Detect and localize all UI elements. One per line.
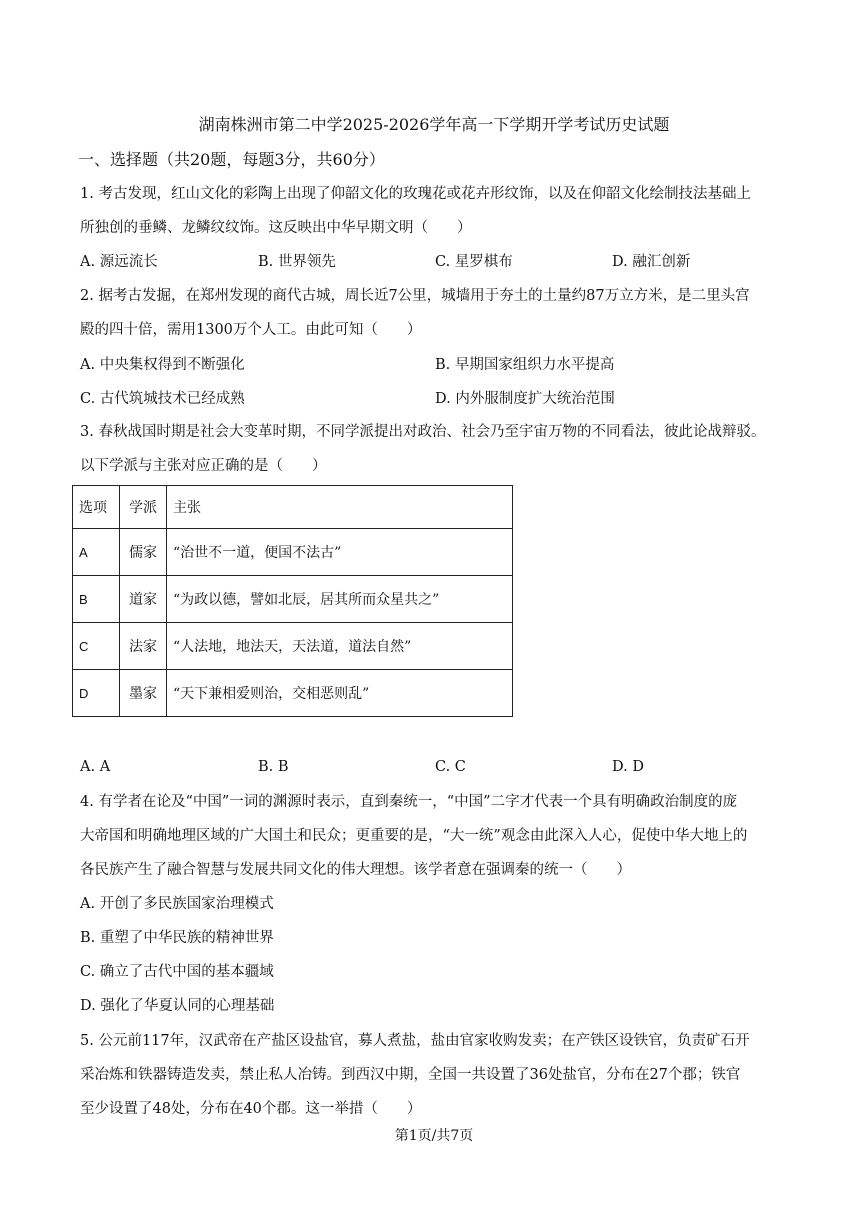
table-header: 选项 <box>73 486 120 529</box>
table-cell: “为政以德，譬如北辰，居其所而众星共之” <box>167 576 513 623</box>
option-d: D. D <box>612 759 644 775</box>
option-a: A. 源远流长 <box>80 254 158 270</box>
table-cell: “天下兼相爱则治，交相恶则乱” <box>167 670 513 717</box>
table-cell: B <box>73 576 120 623</box>
school-proposition-table <box>72 485 513 717</box>
option-b: B. 重塑了中华民族的精神世界 <box>80 930 274 946</box>
question-text: 4. 有学者在论及“中国”一词的渊源时表示，直到秦统一，“中国”二字才代表一个具有明确政治制度的庞 <box>80 794 738 810</box>
option-a: A. A <box>80 759 111 775</box>
question-text: 殿的四十倍，需用1300万个人工。由此可知（ ） <box>80 322 422 338</box>
option-b: B. 世界领先 <box>258 254 336 270</box>
question-text: 至少设置了48处，分布在40个郡。这一举措（ ） <box>80 1101 422 1117</box>
option-c: C. C <box>435 759 466 775</box>
question-text: 3. 春秋战国时期是社会大变革时期，不同学派提出对政治、社会乃至宇宙万物的不同看法，彼此论战辩驳。 <box>80 424 766 440</box>
table-row <box>73 576 513 623</box>
table-cell: “治世不一道，便国不法古” <box>167 529 513 576</box>
page-title: 湖南株洲市第二中学2025-2026学年高一下学期开学考试历史试题 <box>198 115 670 134</box>
option-b: B. 早期国家组织力水平提高 <box>435 357 615 373</box>
question-text: 各民族产生了融合智慧与发展共同文化的伟大理想。该学者意在强调秦的统一（ ） <box>80 862 631 878</box>
option-c: C. 星罗棋布 <box>435 254 513 270</box>
page-number: 第1页/共7页 <box>394 1128 474 1144</box>
question-text: 以下学派与主张对应正确的是（ ） <box>80 458 327 474</box>
table-cell: C <box>73 623 120 670</box>
question-text: 2. 据考古发掘，在郑州发现的商代古城，周长近7公里，城墙用于夯土的土量约87万立方米，是二里头宫 <box>80 288 750 304</box>
section-heading: 一、选择题（共20题，每题3分，共60分） <box>78 150 385 169</box>
table-header-row <box>73 486 513 529</box>
option-d: D. 内外服制度扩大统治范围 <box>435 391 615 407</box>
table-cell: A <box>73 529 120 576</box>
question-text: 1. 考古发现，红山文化的彩陶上出现了仰韶文化的玫瑰花或花卉形纹饰，以及在仰韶文化绘制技法基础上 <box>80 186 751 202</box>
table-row <box>73 623 513 670</box>
question-text: 5. 公元前117年，汉武帝在产盐区设盐官，募人煮盐，盐由官家收购发卖；在产铁区设铁官，负责矿石开 <box>80 1033 750 1049</box>
table-cell: 儒家 <box>120 529 167 576</box>
option-d: D. 融汇创新 <box>612 254 691 270</box>
table-cell: “人法地，地法天，天法道，道法自然” <box>167 623 513 670</box>
option-c: C. 古代筑城技术已经成熟 <box>80 391 245 407</box>
option-d: D. 强化了华夏认同的心理基础 <box>80 998 275 1014</box>
option-c: C. 确立了古代中国的基本疆域 <box>80 964 274 980</box>
table-cell: 道家 <box>120 576 167 623</box>
option-a: A. 中央集权得到不断强化 <box>80 357 245 373</box>
table-row <box>73 670 513 717</box>
table-row <box>73 529 513 576</box>
table-cell: 墨家 <box>120 670 167 717</box>
option-b: B. B <box>258 759 289 775</box>
option-a: A. 开创了多民族国家治理模式 <box>80 896 274 912</box>
table-cell: D <box>73 670 120 717</box>
table-header: 主张 <box>167 486 513 529</box>
table-cell: 法家 <box>120 623 167 670</box>
question-text: 所独创的垂鳞、龙鳞纹纹饰。这反映出中华早期文明（ ） <box>80 220 472 236</box>
question-text: 大帝国和明确地理区域的广大国土和民众；更重要的是，“大一统”观念由此深入人心，促使中华大地上的 <box>80 828 748 844</box>
question-text: 采冶炼和铁器铸造发卖，禁止私人冶铸。到西汉中期，全国一共设置了36处盐官，分布在27个郡；铁官 <box>80 1067 741 1083</box>
table-header: 学派 <box>120 486 167 529</box>
